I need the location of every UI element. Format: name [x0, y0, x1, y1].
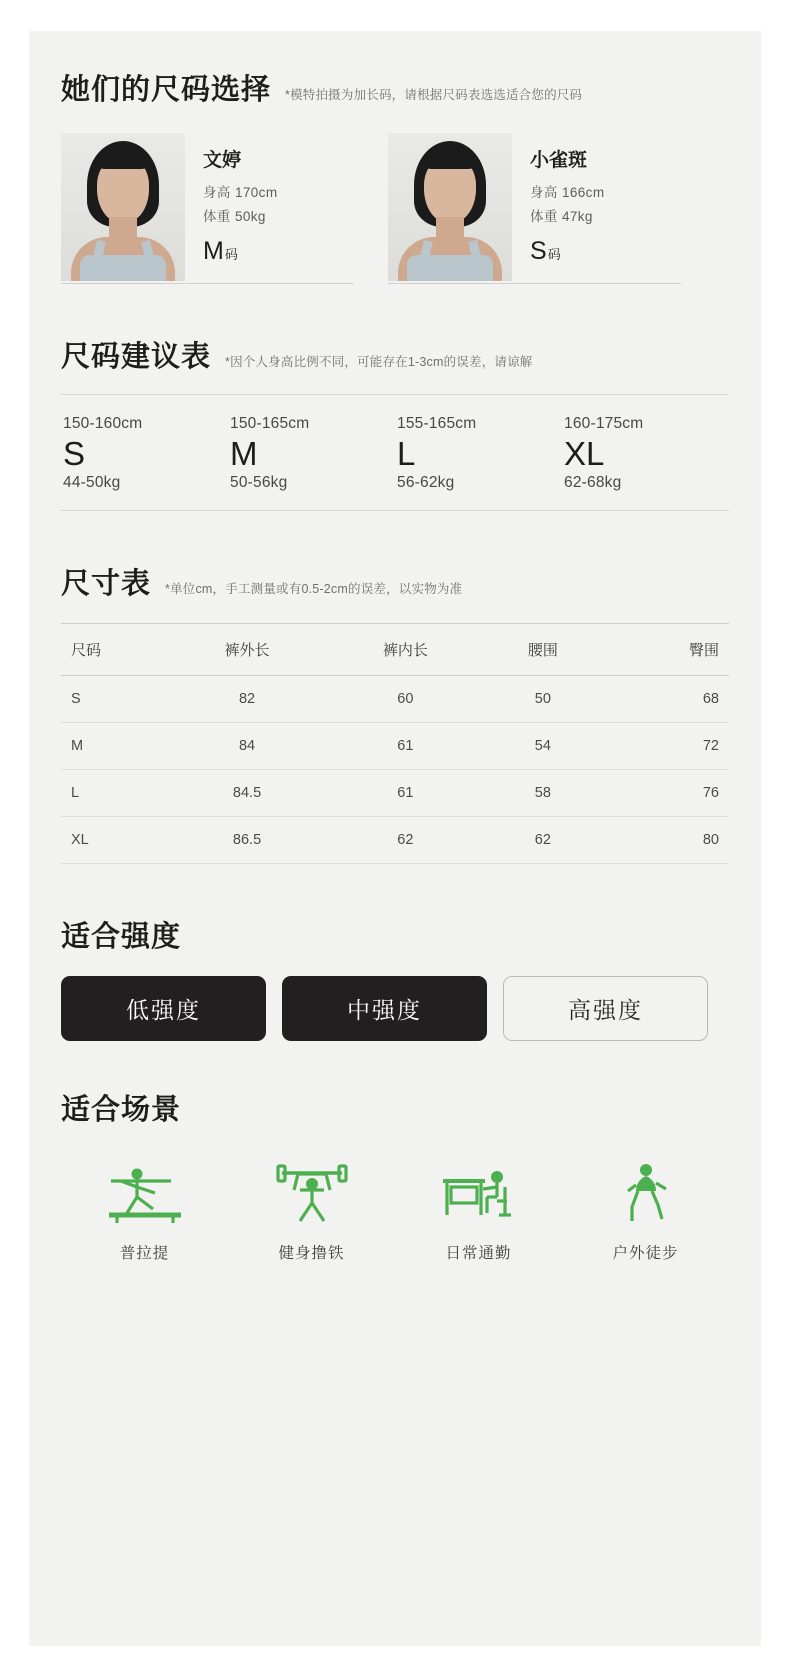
model-card: [61, 133, 354, 284]
scene-label: 普拉提: [119, 1244, 170, 1262]
size-advice-column: [228, 415, 395, 492]
intensity-option-high[interactable]: 高强度: [503, 976, 708, 1041]
weightlifting-icon: [264, 1157, 360, 1229]
scene-item-hiking: [562, 1157, 729, 1263]
scene-label: 健身撸铁: [278, 1244, 345, 1262]
model-info: [512, 133, 681, 281]
cell-outseam: 84.5: [168, 769, 326, 816]
size-advice-column: [395, 415, 562, 492]
cell-size: XL: [61, 816, 168, 863]
scene-label: 日常通勤: [445, 1244, 512, 1262]
column-header: 臀围: [601, 623, 729, 675]
pilates-icon: [97, 1157, 193, 1229]
model-name: 小雀斑: [530, 149, 588, 171]
cell-size: L: [61, 769, 168, 816]
model-chosen-size: [203, 237, 354, 266]
measurements-title: 尺寸表: [61, 568, 152, 601]
cell-hip: 76: [601, 769, 729, 816]
cell-size: S: [61, 675, 168, 722]
avatar: [388, 133, 512, 281]
scene-list: [61, 1157, 729, 1263]
cell-outseam: 84: [168, 722, 326, 769]
cell-waist: 54: [485, 722, 602, 769]
intensity-option-low[interactable]: 低强度: [61, 976, 266, 1041]
size-advice-table: [61, 394, 729, 511]
table-row: [61, 722, 729, 769]
model-picks-section: [61, 75, 729, 284]
model-chosen-size: [530, 237, 681, 266]
height-range: 160-175cm: [564, 414, 644, 432]
hiking-icon: [598, 1157, 694, 1229]
column-header: 腰围: [485, 623, 602, 675]
table-row: [61, 769, 729, 816]
cell-outseam: 82: [168, 675, 326, 722]
size-label: XL: [564, 434, 605, 472]
size-label: M: [230, 434, 258, 472]
size-advice-section: [61, 342, 729, 511]
avatar: [61, 133, 185, 281]
model-card: [388, 133, 681, 284]
model-height: 身高 166cm: [530, 184, 605, 200]
weight-range: 44-50kg: [63, 474, 121, 492]
intensity-options: [61, 976, 729, 1041]
cell-inseam: 61: [326, 769, 484, 816]
cell-size: M: [61, 722, 168, 769]
cell-inseam: 62: [326, 816, 484, 863]
product-detail-page: [29, 31, 761, 1646]
section-header: [61, 75, 729, 107]
table-row: [61, 816, 729, 863]
page-title: 她们的尺码选择: [61, 74, 272, 106]
scene-item-pilates: [61, 1157, 228, 1263]
intensity-title: 适合强度: [61, 920, 182, 953]
column-header: 裤内长: [326, 623, 484, 675]
model-info: [185, 133, 354, 281]
cell-outseam: 86.5: [168, 816, 326, 863]
size-label: S: [63, 434, 86, 472]
model-chosen-size-unit: 码: [224, 246, 238, 262]
size-label: L: [397, 434, 416, 472]
model-card-list: [61, 133, 729, 284]
column-header: 裤外长: [168, 623, 326, 675]
size-advice-column: [61, 415, 228, 492]
cell-waist: 50: [485, 675, 602, 722]
height-range: 150-165cm: [230, 414, 310, 432]
cell-hip: 68: [601, 675, 729, 722]
intensity-section: [61, 922, 729, 1041]
scene-label: 户外徒步: [612, 1244, 679, 1262]
measurements-note: *单位cm，手工测量或有0.5-2cm的误差，以实物为准: [165, 581, 463, 596]
cell-waist: 62: [485, 816, 602, 863]
cell-inseam: 61: [326, 722, 484, 769]
cell-hip: 72: [601, 722, 729, 769]
model-height: 身高 170cm: [203, 184, 278, 200]
desk-work-icon: [431, 1157, 527, 1229]
model-weight: 体重 47kg: [530, 208, 593, 224]
weight-range: 62-68kg: [564, 474, 622, 492]
scene-item-weightlifting: [228, 1157, 395, 1263]
column-header: 尺码: [61, 623, 168, 675]
size-advice-column: [562, 415, 729, 492]
section-header: [61, 569, 729, 601]
measurements-section: [61, 569, 729, 864]
scene-item-commute: [395, 1157, 562, 1263]
size-advice-note: *因个人身高比例不同，可能存在1-3cm的误差，请谅解: [225, 354, 533, 369]
model-chosen-size-value: S: [530, 236, 547, 265]
model-chosen-size-unit: 码: [547, 246, 561, 262]
scenes-title: 适合场景: [61, 1093, 182, 1126]
weight-range: 56-62kg: [397, 474, 455, 492]
table-header-row: [61, 623, 729, 675]
scenes-section: [61, 1095, 729, 1263]
height-range: 155-165cm: [397, 414, 477, 432]
weight-range: 50-56kg: [230, 474, 288, 492]
intensity-option-medium[interactable]: 中强度: [282, 976, 487, 1041]
cell-waist: 58: [485, 769, 602, 816]
table-row: [61, 675, 729, 722]
model-weight: 体重 50kg: [203, 208, 266, 224]
section-header: [61, 342, 729, 374]
cell-inseam: 60: [326, 675, 484, 722]
cell-hip: 80: [601, 816, 729, 863]
model-picks-note: *模特拍摄为加长码，请根据尺码表选选适合您的尺码: [285, 87, 583, 102]
measurements-table: [61, 623, 729, 864]
model-chosen-size-value: M: [203, 236, 224, 265]
model-name: 文婷: [203, 149, 242, 171]
size-advice-title: 尺码建议表: [61, 340, 212, 373]
height-range: 150-160cm: [63, 414, 143, 432]
